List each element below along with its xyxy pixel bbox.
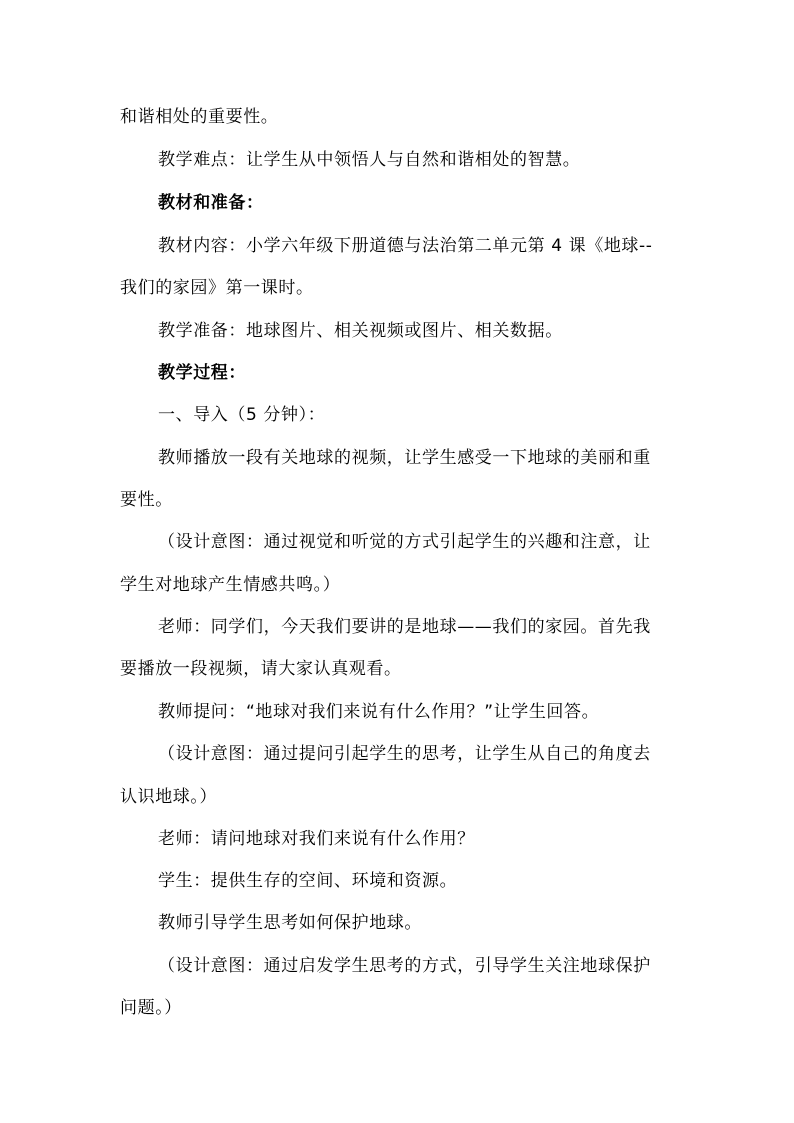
text-line: 我们的家园》第一课时。	[120, 278, 314, 298]
text-line: 教学难点：让学生从中领悟人与自然和谐相处的智慧。	[158, 150, 581, 170]
text-line: 教学准备：地球图片、相关视频或图片、相关数据。	[158, 321, 563, 341]
text-line: （设计意图：通过提问引起学生的思考，让学生从自己的角度去	[158, 744, 651, 764]
text-line: 问题。）	[120, 998, 182, 1018]
text-line: 教师播放一段有关地球的视频，让学生感受一下地球的美丽和重	[158, 448, 651, 468]
text-line: 认识地球。）	[120, 787, 218, 807]
text-line: 要播放一段视频，请大家认真观看。	[120, 659, 402, 679]
text-line: 和谐相处的重要性。	[120, 107, 279, 127]
text-line: 老师：同学们，今天我们要讲的是地球——我们的家园。首先我	[158, 617, 651, 637]
text-line: 一、导入（5 分钟）：	[158, 405, 326, 425]
text-line: 教材内容：小学六年级下册道德与法治第二单元第 4 课《地球--	[158, 236, 653, 256]
text-line: 学生：提供生存的空间、环境和资源。	[158, 871, 458, 891]
section-heading: 教学过程：	[158, 363, 246, 383]
text-line: 学生对地球产生情感共鸣。）	[120, 575, 341, 595]
text-line: （设计意图：通过启发学生思考的方式，引导学生关注地球保护	[158, 956, 651, 976]
text-line: 要性。	[120, 490, 173, 510]
text-line: 教师引导学生思考如何保护地球。	[158, 913, 422, 933]
text-line: 老师：请问地球对我们来说有什么作用？	[158, 829, 475, 849]
section-heading: 教材和准备：	[158, 193, 264, 213]
text-line: 教师提问：“地球对我们来说有什么作用？”让学生回答。	[158, 702, 600, 722]
text-line: （设计意图：通过视觉和听觉的方式引起学生的兴趣和注意，让	[158, 532, 651, 552]
